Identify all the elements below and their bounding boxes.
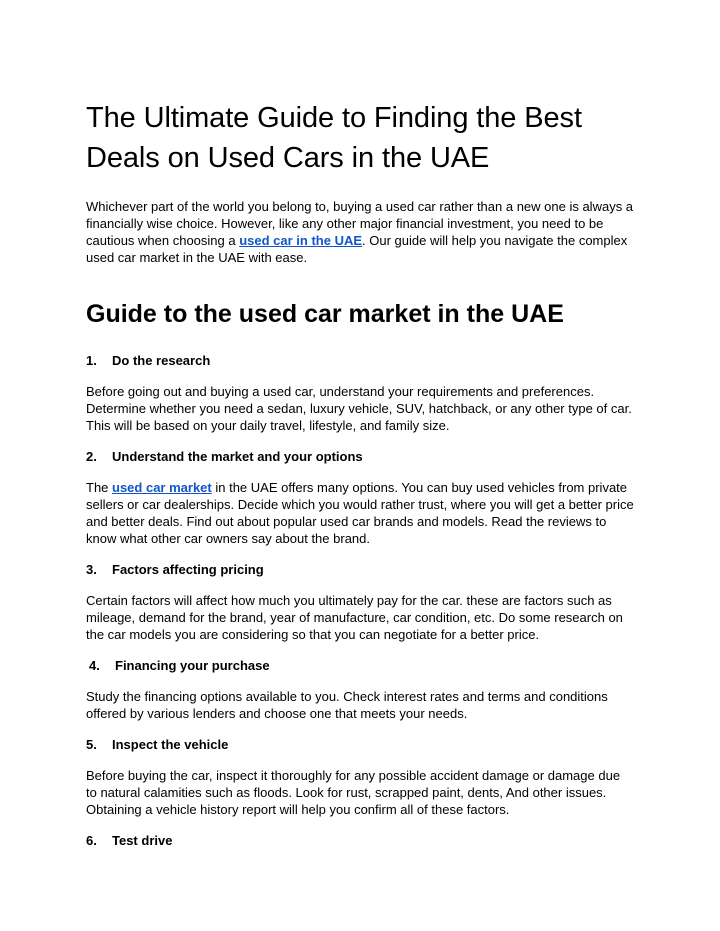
step-number: 2. [86,449,97,464]
used-car-market-link[interactable]: used car market [112,480,212,495]
step-heading-3 [86,561,634,578]
section-heading: Guide to the used car market in the UAE [86,300,564,328]
step-number: 1. [86,353,97,368]
step-heading-6 [86,832,634,849]
step-2-text-after-link: in the UAE offers many options. You can buy used vehicles from private sellers or car dealerships. Decide which you would rather trust, where you will get a better price and better deals. Find out about popular used car brands and models. Read the reviews to know what other car owners say about the brand. [86,480,634,546]
step-body-5: Before buying the car, inspect it thoroughly for any possible accident damage or damage due to natural calamities such as floods. Look for rust, scrapped paint, dents, And other issues. Obtaining a vehicle history report will help you confirm all of these factors. [86,768,621,817]
step-number: 6. [86,833,97,848]
step-heading-5 [86,736,634,753]
step-title: Factors affecting pricing [112,562,264,577]
step-body-3: Certain factors will affect how much you ultimately pay for the car. these are factors such as mileage, demand for the brand, year of manufacture, car condition, etc. Do some research on the car models you are considering so that you can negotiate for a better price. [86,593,623,642]
step-heading-4 [86,657,634,674]
step-title: Understand the market and your options [112,449,363,464]
page-title: The Ultimate Guide to Finding the Best Deals on Used Cars in the UAE [86,102,582,174]
step-body-1: Before going out and buying a used car, understand your requirements and preferences. Determine whether you need a sedan, luxury vehicle, SUV, hatchback, or any other type of car. This will be based on your daily travel, lifestyle, and family size. [86,384,632,433]
step-title: Do the research [112,353,211,368]
step-body-4: Study the financing options available to you. Check interest rates and terms and conditions offered by various lenders and choose one that meets your needs. [86,689,608,721]
step-title: Inspect the vehicle [112,737,229,752]
step-title: Test drive [112,833,173,848]
intro-text-after-link: . Our guide will help you navigate the complex used car market in the UAE with ease. [86,233,628,265]
step-heading-2 [86,448,634,465]
step-number: 5. [86,737,97,752]
intro-paragraph [86,198,634,266]
step-2-text-before-link: The [86,480,113,495]
used-car-in-uae-link[interactable]: used car in the UAE [239,233,363,248]
intro-text-before-link: Whichever part of the world you belong to, buying a used car rather than a new one is always a financially wise choice. However, like any other major financial investment, you need to be cautious when choosing a [86,199,634,248]
step-body-2 [86,479,634,547]
step-number: 3. [86,562,97,577]
step-heading-1 [86,352,634,369]
step-title: Financing your purchase [115,658,270,673]
step-number: 4. [89,658,100,673]
